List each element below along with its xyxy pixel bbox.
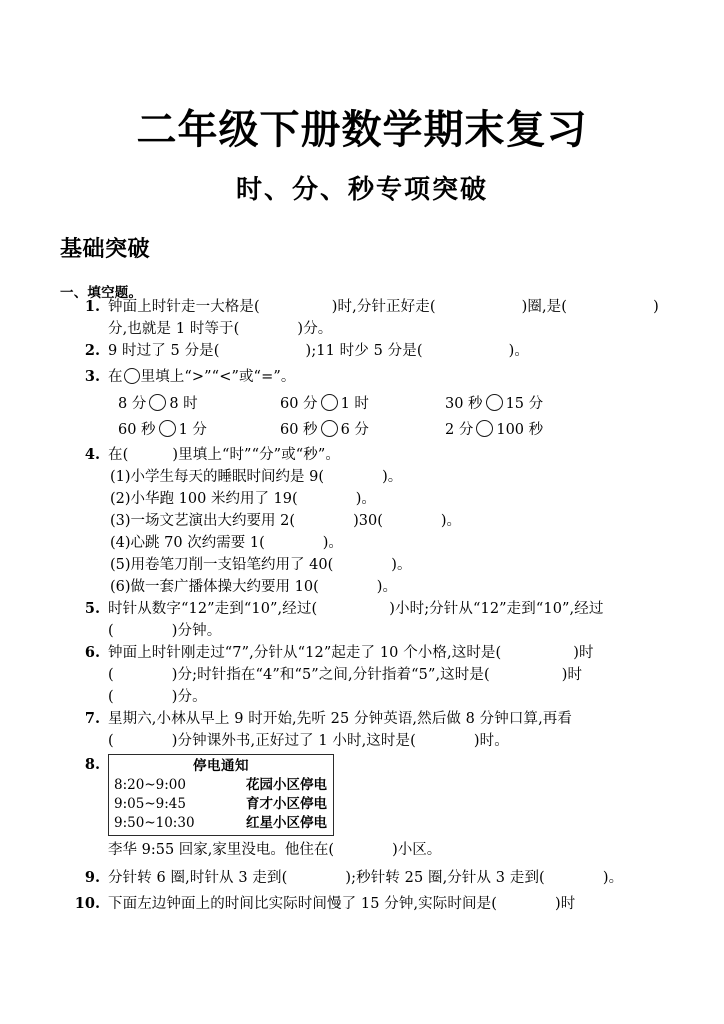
answer-blank[interactable] <box>108 686 178 708</box>
page-title: 二年级下册数学期末复习 <box>136 106 588 153</box>
notice-time: 9:05~9:45 <box>114 796 186 812</box>
notice-table <box>108 754 334 836</box>
question-text: 分钟。 <box>177 623 222 639</box>
compare-circle-icon[interactable] <box>321 394 338 411</box>
sub-question <box>108 532 676 554</box>
sub-question <box>108 510 676 532</box>
sub-text: 心跳 70 次约需要 1 <box>130 535 260 551</box>
question-number: 6. <box>84 644 100 661</box>
compare-pair <box>280 391 369 417</box>
compare-pair <box>445 391 543 417</box>
question-item-8 <box>0 754 724 867</box>
question-number: 10. <box>74 895 100 912</box>
answer-blank[interactable] <box>123 444 179 466</box>
question-text: 里填上“时”“分”或“秒”。 <box>178 447 341 463</box>
question-line <box>108 893 706 915</box>
compare-right: 15 分 <box>505 396 544 412</box>
question-text: 钟面上时针走一大格是 <box>108 299 254 315</box>
question-text: 圈,是 <box>527 299 562 315</box>
question-line <box>108 598 706 620</box>
question-group-heading: 一、填空题。 <box>60 285 143 301</box>
question-line <box>108 444 676 466</box>
compare-circle-icon[interactable] <box>149 394 166 411</box>
compare-left: 8 分 <box>118 396 147 412</box>
question-text: 分钟课外书,正好过了 1 小时,这时是 <box>177 733 411 749</box>
notice-row <box>109 776 333 795</box>
answer-blank[interactable] <box>491 893 561 915</box>
answer-blank[interactable] <box>311 598 395 620</box>
answer-blank[interactable] <box>377 510 446 532</box>
question-text: 时针从数字“12”走到“10”,经过 <box>108 601 312 617</box>
notice-place: 红星小区停电 <box>246 815 327 831</box>
question-number: 1. <box>84 298 100 315</box>
question-line <box>108 620 706 642</box>
question-line <box>108 839 676 861</box>
question-text: 在 <box>108 447 123 463</box>
compare-row <box>108 391 676 417</box>
sub-label: (4) <box>110 535 131 551</box>
compare-left: 30 秒 <box>445 396 483 412</box>
question-number: 2. <box>84 342 100 359</box>
sub-question <box>108 488 676 510</box>
answer-blank[interactable] <box>417 340 515 362</box>
question-text: ;11 时少 5 分是 <box>311 343 417 359</box>
question-line <box>108 730 706 752</box>
question-item-3 <box>0 366 724 444</box>
compare-left: 2 分 <box>445 422 474 438</box>
compare-right: 8 时 <box>169 396 198 412</box>
sub-question <box>108 554 676 576</box>
compare-left: 60 秒 <box>118 422 156 438</box>
answer-blank[interactable] <box>108 664 178 686</box>
sub-text: 小华跑 100 米约用了 19 <box>130 491 293 507</box>
notice-time: 9:50~10:30 <box>114 815 195 831</box>
question-text: 下面左边钟面上的时间比实际时间慢了 15 分钟,实际时间是 <box>108 896 492 912</box>
answer-blank[interactable] <box>289 510 358 532</box>
compare-right: 100 秒 <box>496 422 544 438</box>
question-text: 星期六,小林从早上 9 时开始,先听 25 分钟英语,然后做 8 分钟口算,再看 <box>108 711 572 727</box>
question-number: 3. <box>84 368 100 385</box>
question-number: 4. <box>84 446 100 463</box>
compare-circle-icon[interactable] <box>486 394 503 411</box>
question-number: 7. <box>84 710 100 727</box>
question-text: 9 时过了 5 分是 <box>108 343 214 359</box>
compare-left: 60 秒 <box>280 422 318 438</box>
sub-text: 。 <box>446 513 462 529</box>
question-item-5 <box>0 598 724 642</box>
question-line <box>108 318 676 340</box>
compare-grid <box>108 391 676 443</box>
answer-blank[interactable] <box>292 488 361 510</box>
compare-circle-icon[interactable] <box>159 420 176 437</box>
answer-blank[interactable] <box>328 839 397 861</box>
answer-blank[interactable] <box>539 867 609 889</box>
answer-blank[interactable] <box>328 554 397 576</box>
question-text: 里填上“>”“<”或“=”。 <box>140 369 296 385</box>
compare-circle-icon[interactable] <box>124 368 140 384</box>
sub-text: 。 <box>396 557 412 573</box>
question-text: 时 <box>567 667 583 683</box>
sub-text: 30 <box>358 513 378 529</box>
answer-blank[interactable] <box>561 296 659 318</box>
answer-blank[interactable] <box>318 466 387 488</box>
question-item-9 <box>0 867 724 893</box>
question-item-10 <box>0 893 724 919</box>
question-item-7 <box>0 708 724 752</box>
question-item-4 <box>0 444 724 598</box>
sub-text: 。 <box>361 491 376 507</box>
question-line <box>108 664 706 686</box>
question-number: 9. <box>84 869 100 886</box>
answer-blank[interactable] <box>484 664 568 686</box>
question-text: 分,也就是 1 时等于 <box>108 321 234 337</box>
answer-blank[interactable] <box>496 642 580 664</box>
power-outage-notice <box>108 754 676 861</box>
compare-pair <box>445 417 543 443</box>
question-line <box>108 642 706 664</box>
compare-right: 1 时 <box>340 396 369 412</box>
sub-question <box>108 576 676 598</box>
notice-place: 花园小区停电 <box>246 777 327 793</box>
answer-blank[interactable] <box>234 318 304 340</box>
answer-blank[interactable] <box>313 576 382 598</box>
question-text: 在 <box>108 369 123 385</box>
question-text: 分;时针指在“4”和“5”之间,分针指着“5”,这时是 <box>177 667 484 683</box>
answer-blank[interactable] <box>108 730 178 752</box>
sub-text: 小学生每天的睡眠时间约是 9 <box>130 469 319 485</box>
compare-right: 1 分 <box>178 422 207 438</box>
question-text: 时 <box>579 645 594 661</box>
sub-text: 。 <box>387 469 403 485</box>
sub-text: 。 <box>382 579 397 595</box>
question-item-2 <box>0 340 724 366</box>
answer-blank[interactable] <box>282 867 352 889</box>
question-text: 时。 <box>479 733 509 749</box>
question-number: 5. <box>84 600 100 617</box>
section-heading: 基础突破 <box>60 236 151 262</box>
compare-pair <box>118 391 198 417</box>
question-text: 。 <box>514 343 529 359</box>
page-subtitle: 时、分、秒专项突破 <box>235 175 488 205</box>
notice-title: 停电通知 <box>193 758 249 774</box>
sub-text: 一场文艺演出大约要用 2 <box>130 513 290 529</box>
question-text: 时,分针正好走 <box>337 299 430 315</box>
question-item-6 <box>0 642 724 708</box>
question-line <box>108 340 676 362</box>
answer-blank[interactable] <box>214 340 312 362</box>
notice-row <box>109 795 333 814</box>
question-text: 小区。 <box>397 842 442 858</box>
compare-pair <box>280 417 369 443</box>
question-number: 8. <box>84 756 100 773</box>
answer-blank[interactable] <box>108 620 178 642</box>
notice-place: 育才小区停电 <box>246 796 327 812</box>
sub-label: (6) <box>110 579 131 595</box>
compare-row <box>108 417 676 443</box>
question-text: 分。 <box>177 689 207 705</box>
question-text: 钟面上时针刚走过“7”,分针从“12”起走了 10 个小格,这时是 <box>108 645 496 661</box>
question-line <box>108 296 676 318</box>
sub-text: 用卷笔刀削一支铅笔约用了 40 <box>130 557 328 573</box>
answer-blank[interactable] <box>410 730 480 752</box>
compare-circle-icon[interactable] <box>476 420 493 437</box>
question-line <box>108 366 676 388</box>
question-text: ;秒针转 25 圈,分针从 3 走到 <box>351 870 540 886</box>
notice-row <box>109 814 333 833</box>
question-text: 小时;分针从“12”走到“10”,经过 <box>395 601 604 617</box>
notice-time: 8:20~9:00 <box>114 777 186 793</box>
question-item-1 <box>0 296 724 340</box>
question-list <box>0 296 724 919</box>
sub-text: 做一套广播体操大约要用 10 <box>130 579 314 595</box>
question-text: 时 <box>560 896 576 912</box>
compare-left: 60 分 <box>280 396 318 412</box>
answer-blank[interactable] <box>259 532 328 554</box>
answer-blank[interactable] <box>254 296 338 318</box>
sub-question <box>108 466 676 488</box>
question-line <box>108 686 706 708</box>
compare-circle-icon[interactable] <box>321 420 338 437</box>
question-text: 分针转 6 圈,时针从 3 走到 <box>108 870 282 886</box>
question-text: 分。 <box>303 321 333 337</box>
question-line <box>108 867 706 889</box>
question-text: 。 <box>608 870 624 886</box>
answer-blank[interactable] <box>430 296 528 318</box>
sub-label: (3) <box>110 513 131 529</box>
compare-right: 6 分 <box>340 422 369 438</box>
question-text: 李华 9:55 回家,家里没电。他住在 <box>108 842 329 858</box>
sub-text: 。 <box>328 535 343 551</box>
question-line <box>108 708 706 730</box>
sub-label: (2) <box>110 491 131 507</box>
sub-label: (5) <box>110 557 131 573</box>
sub-label: (1) <box>110 469 131 485</box>
compare-pair <box>118 417 207 443</box>
